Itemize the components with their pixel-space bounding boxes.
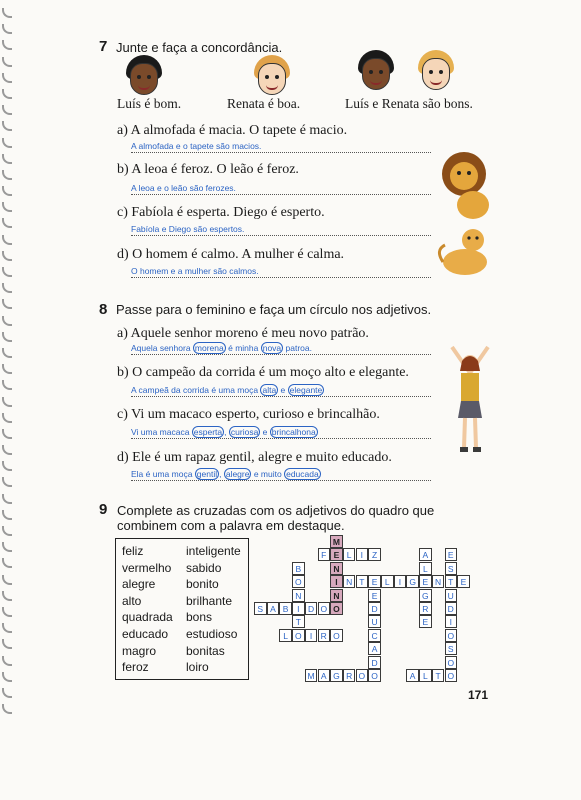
- crossword-cell[interactable]: E: [330, 548, 343, 561]
- q7-answer-b[interactable]: A leoa e o leão são ferozes.: [131, 183, 431, 195]
- crossword-cell[interactable]: I: [394, 575, 407, 588]
- word: estudioso: [186, 626, 238, 641]
- crossword-cell[interactable]: B: [292, 562, 305, 575]
- crossword-cell[interactable]: N: [292, 589, 305, 602]
- q8-item-c: c) Vi um macaco esperto, curioso e brincalhão.: [117, 407, 380, 422]
- crossword-cell[interactable]: E: [368, 589, 381, 602]
- crossword-cell[interactable]: L: [419, 562, 432, 575]
- word: magro: [122, 643, 157, 658]
- crossword-cell[interactable]: O: [318, 602, 331, 615]
- word: bonito: [186, 577, 219, 592]
- q8-answer-c[interactable]: Vi uma macaca esperta , curiosa e brincalhona: [131, 427, 431, 439]
- crossword-cell[interactable]: D: [445, 602, 458, 615]
- crossword-cell[interactable]: O: [445, 629, 458, 642]
- question-7-instruction: Junte e faça a concordância.: [116, 40, 283, 55]
- q7-item-b: b) A leoa é feroz. O leão é feroz.: [117, 162, 299, 177]
- word: brilhante: [186, 593, 233, 608]
- crossword-cell[interactable]: I: [445, 615, 458, 628]
- crossword-cell[interactable]: O: [356, 669, 369, 682]
- word: vermelho: [122, 560, 172, 575]
- crossword-cell[interactable]: I: [330, 575, 343, 588]
- word: loiro: [186, 660, 209, 675]
- crossword-cell[interactable]: S: [445, 562, 458, 575]
- crossword-cell[interactable]: A: [318, 669, 331, 682]
- crossword-cell[interactable]: T: [445, 575, 458, 588]
- crossword-cell[interactable]: L: [381, 575, 394, 588]
- q8-item-d: d) Ele é um rapaz gentil, alegre e muito educado.: [117, 450, 392, 465]
- q8-item-b: b) O campeão da corrida é um moço alto e elegante.: [117, 365, 409, 380]
- q8-answer-d[interactable]: Ela é uma moça gentil , alegre e muito educada: [131, 469, 431, 481]
- word: inteligente: [186, 544, 241, 558]
- crossword-cell[interactable]: A: [267, 602, 280, 615]
- crossword-cell[interactable]: G: [330, 669, 343, 682]
- crossword-cell[interactable]: I: [356, 548, 369, 561]
- crossword-cell[interactable]: F: [318, 548, 331, 561]
- q8-item-a: a) Aquele senhor moreno é meu novo patrão.: [117, 326, 369, 341]
- crossword-cell[interactable]: O: [445, 669, 458, 682]
- crossword-cell[interactable]: N: [432, 575, 445, 588]
- crossword-cell[interactable]: I: [292, 602, 305, 615]
- crossword-cell[interactable]: U: [368, 615, 381, 628]
- crossword-cell[interactable]: M: [330, 535, 343, 548]
- question-9-instruction-line2: combinem com a palavra em destaque.: [117, 518, 345, 533]
- question-8-instruction: Passe para o feminino e faça um círculo nos adjetivos.: [116, 302, 432, 317]
- crossword-cell[interactable]: T: [356, 575, 369, 588]
- q7-item-c: c) Fabíola é esperta. Diego é esperto.: [117, 205, 325, 220]
- crossword-cell[interactable]: N: [343, 575, 356, 588]
- crossword-cell[interactable]: R: [343, 669, 356, 682]
- q7-answer-a[interactable]: A almofada e o tapete são macios.: [131, 141, 431, 153]
- crossword-cell[interactable]: A: [368, 642, 381, 655]
- crossword-cell[interactable]: A: [406, 669, 419, 682]
- q8-answer-a[interactable]: Aquela senhora morena é minha nova patroa.: [131, 343, 431, 355]
- crossword-cell[interactable]: G: [419, 589, 432, 602]
- word: bons: [186, 610, 213, 625]
- word: educado: [122, 626, 169, 641]
- crossword-cell[interactable]: N: [330, 562, 343, 575]
- word: quadrada: [122, 610, 173, 625]
- word: bonitas: [186, 643, 225, 658]
- q7-item-a: a) A almofada é macia. O tapete é macio.: [117, 123, 348, 138]
- q7-item-d: d) O homem é calmo. A mulher é calma.: [117, 247, 345, 262]
- crossword-cell[interactable]: D: [368, 656, 381, 669]
- crossword-cell[interactable]: L: [279, 629, 292, 642]
- crossword-cell[interactable]: G: [406, 575, 419, 588]
- crossword-cell[interactable]: I: [305, 629, 318, 642]
- crossword-cell[interactable]: O: [445, 656, 458, 669]
- crossword-cell[interactable]: U: [445, 589, 458, 602]
- crossword-cell[interactable]: L: [343, 548, 356, 561]
- crossword-cell[interactable]: E: [419, 615, 432, 628]
- word: sabido: [186, 560, 222, 575]
- crossword-cell[interactable]: A: [419, 548, 432, 561]
- page-number: 171: [468, 688, 489, 702]
- word: feliz: [122, 544, 144, 558]
- caption-3: Luís e Renata são bons.: [345, 96, 473, 111]
- crossword-cell[interactable]: O: [330, 629, 343, 642]
- crossword-cell[interactable]: O: [292, 575, 305, 588]
- q7-answer-c[interactable]: Fabíola e Diego são espertos.: [131, 224, 431, 236]
- caption-2: Renata é boa.: [227, 96, 301, 111]
- crossword-cell[interactable]: S: [445, 642, 458, 655]
- crossword-cell[interactable]: N: [330, 589, 343, 602]
- crossword-cell[interactable]: M: [305, 669, 318, 682]
- q7-answer-d[interactable]: O homem e a mulher são calmos.: [131, 266, 431, 278]
- crossword-cell[interactable]: E: [368, 575, 381, 588]
- crossword-cell[interactable]: R: [318, 629, 331, 642]
- word: alto: [122, 593, 142, 608]
- crossword-cell[interactable]: S: [254, 602, 267, 615]
- word: alegre: [122, 577, 156, 592]
- q8-answer-b[interactable]: A campeã da corrida é uma moça alta e elegante: [131, 385, 431, 397]
- crossword-cell[interactable]: T: [432, 669, 445, 682]
- crossword-cell[interactable]: O: [330, 602, 343, 615]
- question-9-instruction-line1: Complete as cruzadas com os adjetivos do quadro que: [117, 503, 435, 518]
- crossword-cell[interactable]: L: [419, 669, 432, 682]
- question-9-number: 9: [99, 501, 108, 518]
- crossword-cell[interactable]: C: [368, 629, 381, 642]
- caption-1: Luís é bom.: [117, 96, 182, 111]
- crossword-cell[interactable]: O: [368, 669, 381, 682]
- crossword-cell[interactable]: D: [368, 602, 381, 615]
- crossword-cell[interactable]: B: [279, 602, 292, 615]
- crossword-cell[interactable]: E: [457, 575, 470, 588]
- question-7-number: 7: [99, 38, 108, 55]
- question-8-number: 8: [99, 301, 108, 318]
- crossword-cell[interactable]: Z: [368, 548, 381, 561]
- crossword-cell[interactable]: O: [292, 629, 305, 642]
- crossword-cell[interactable]: E: [445, 548, 458, 561]
- crossword-cell[interactable]: D: [305, 602, 318, 615]
- word: feroz: [122, 660, 149, 675]
- crossword-cell[interactable]: R: [419, 602, 432, 615]
- crossword-cell[interactable]: E: [419, 575, 432, 588]
- crossword-cell[interactable]: T: [292, 615, 305, 628]
